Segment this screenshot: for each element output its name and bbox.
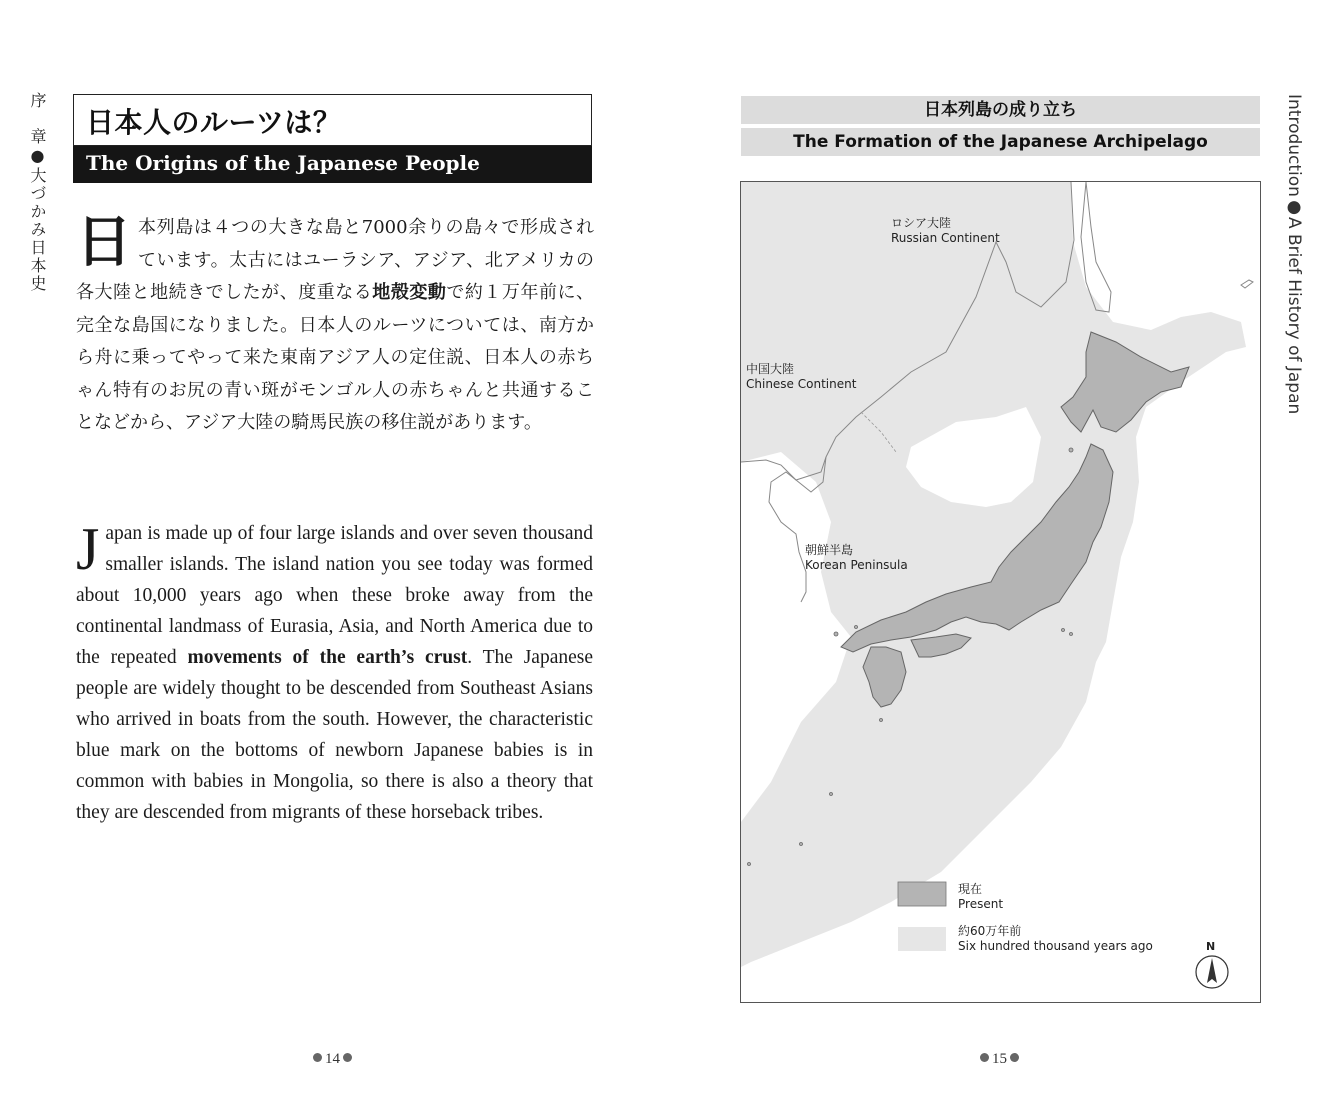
map-figure [740, 181, 1261, 1003]
japanese-paragraph [76, 209, 595, 440]
islet [834, 632, 838, 636]
legend-ancient-swatch [898, 927, 946, 951]
english-text-part-2: . The Japanese people are widely thought to be descended from Southeast Asians who arrived in boats from the south. However, the characteristic blue mark on the bottoms of newborn Japanese babies is in common with babies in Mongolia, so there is also a theory that they are descended from migrants of these horseback tribes. [76, 647, 594, 823]
label-russia-en: Russian Continent [891, 231, 1000, 245]
legend-ancient-en: Six hundred thousand years ago [958, 939, 1153, 953]
folio-bullet-icon [1010, 1053, 1019, 1062]
label-china-jp: 中国大陸 [746, 362, 795, 376]
islet [800, 843, 803, 846]
page-title-japanese: 日本人のルーツは？ [86, 106, 342, 139]
label-russian-continent [891, 216, 1000, 246]
japan-map-graphic [741, 182, 1261, 1003]
compass-north-label: N [1206, 940, 1216, 953]
legend-present [958, 882, 1003, 912]
label-korea-en: Korean Peninsula [805, 558, 908, 572]
page-number-left [310, 1051, 355, 1068]
label-korean-peninsula [805, 543, 908, 573]
islet [1069, 448, 1073, 452]
japanese-text-part-1: 本列島は４つの大きな島と7000余りの島々で形成されています。太古にはユーラシア、アジア、北アメリカの各大陸と地続きでしたが、度重なる [76, 217, 594, 303]
islet [748, 863, 751, 866]
running-head-right: Introduction●A Brief History of Japan [1284, 94, 1304, 415]
islet [1070, 633, 1073, 636]
folio-bullet-icon [343, 1053, 352, 1062]
islet [855, 626, 858, 629]
compass-icon [1196, 956, 1228, 988]
islet [1062, 629, 1065, 632]
islet [830, 793, 833, 796]
map-title-japanese: 日本列島の成り立ち [741, 96, 1260, 124]
label-china-en: Chinese Continent [746, 377, 857, 391]
label-korea-jp: 朝鮮半島 [805, 543, 854, 557]
legend-present-swatch [898, 882, 946, 906]
label-russia-jp: ロシア大陸 [891, 216, 952, 230]
english-drop-cap: J [76, 516, 100, 582]
japanese-drop-cap: 日 [76, 209, 132, 275]
folio-bullet-icon [313, 1053, 322, 1062]
legend-present-en: Present [958, 897, 1004, 911]
title-bar-english [73, 146, 592, 183]
japanese-text-part-2: で約１万年前に、完全な島国になりました。日本人のルーツについては、南方から舟に乗ってやって来た東南アジア人の定住説、日本人の赤ちゃん特有のお尻の青い斑がモンゴル人の赤ちゃんと共通することなどから、アジア大陸の騎馬民族の移住説があります。 [76, 282, 595, 433]
page-title-english: The Origins of the Japanese People [86, 151, 480, 175]
map-title-english: The Formation of the Japanese Archipelago [741, 128, 1260, 156]
islet [880, 719, 883, 722]
page-number-right [977, 1051, 1022, 1068]
label-chinese-continent [746, 362, 856, 392]
japanese-bold-term: 地殻変動 [372, 282, 447, 303]
title-box-japanese [73, 94, 592, 146]
page-number-left-text: 14 [325, 1051, 340, 1067]
page-number-right-text: 15 [992, 1051, 1007, 1067]
folio-bullet-icon [980, 1053, 989, 1062]
legend-ancient-jp: 約60万年前 [958, 924, 1022, 938]
english-paragraph [76, 518, 593, 828]
legend-ancient [958, 924, 1153, 954]
legend-present-jp: 現在 [958, 882, 983, 896]
running-head-left: 序 章●大づかみ日本史 [28, 92, 47, 293]
english-bold-term: movements of the earth’s crust [187, 647, 468, 668]
english-text-part-1: apan is made up of four large islands and over seven thousand smaller islands. The island nation you see today was formed about 10,000 years ago when these broke away from the continental landmass of Eurasia, Asia, and North America due to the repeated [76, 523, 593, 668]
kuril-islet [1241, 280, 1253, 288]
